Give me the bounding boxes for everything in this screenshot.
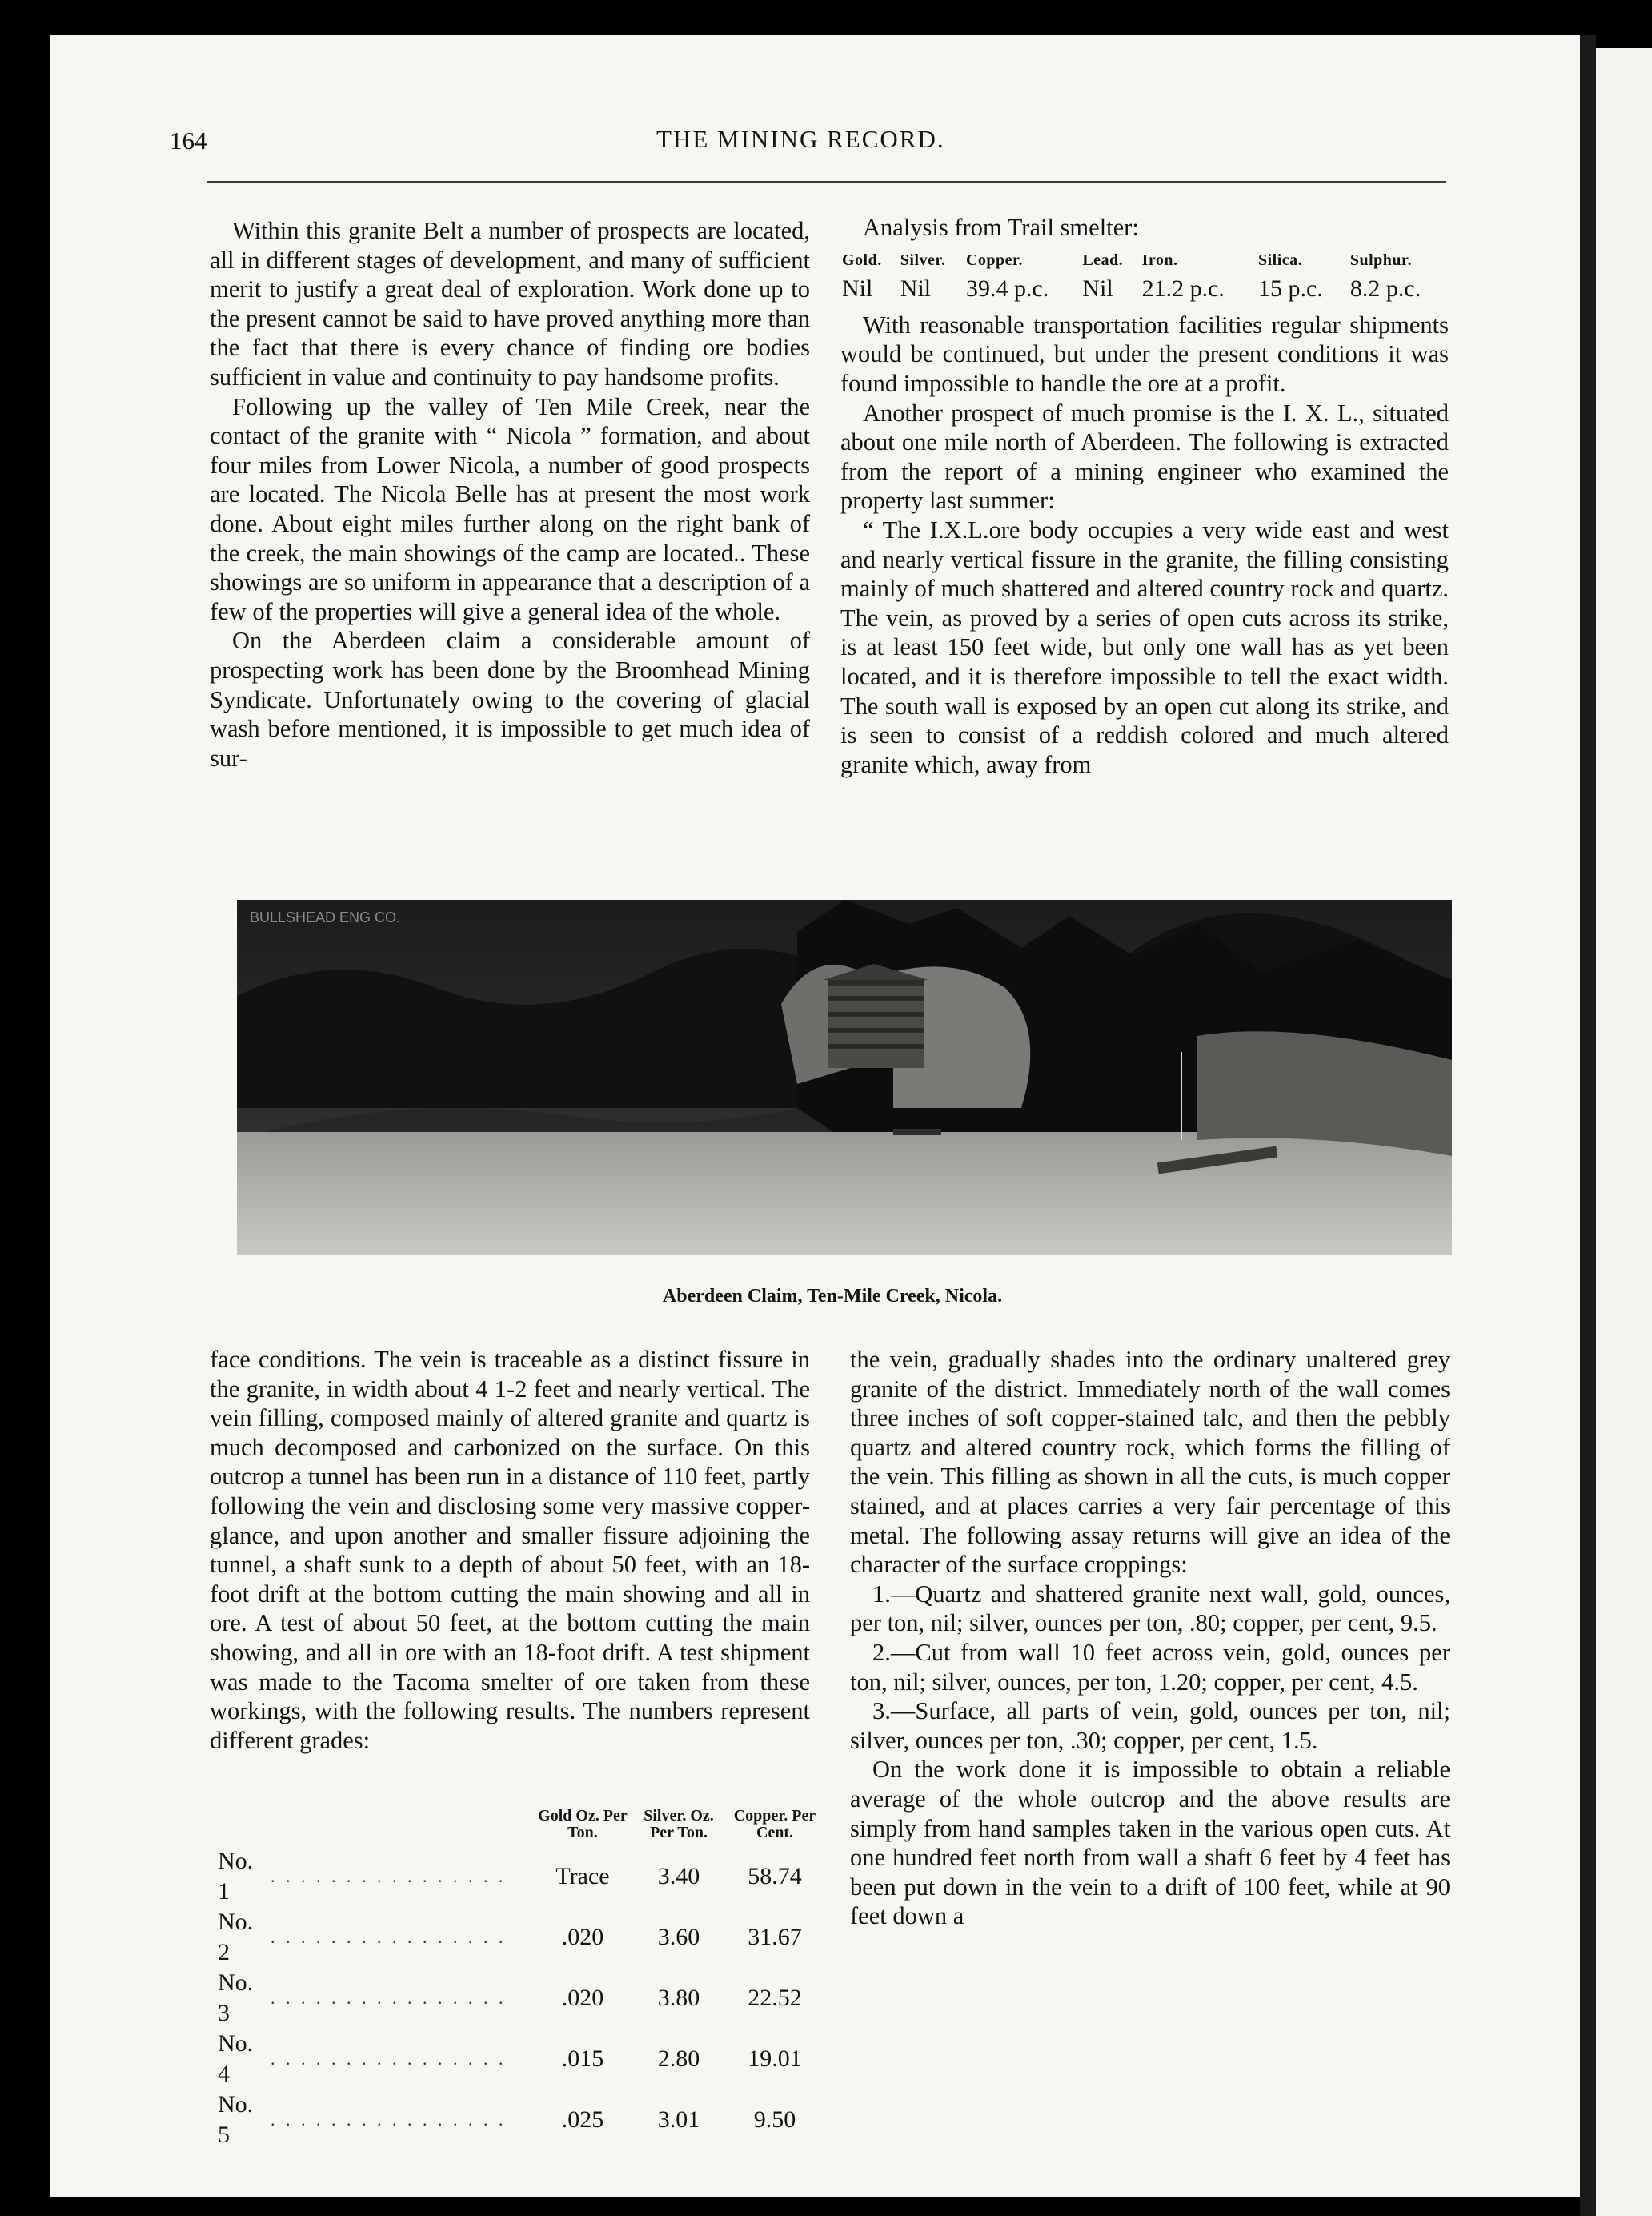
analysis-header: Gold. <box>842 251 882 269</box>
leader-dots: . . . . . . . . . . . . . . . . <box>271 1927 507 1947</box>
leader-dots: . . . . . . . . . . . . . . . . <box>271 1866 507 1886</box>
grade-label: No. 3 <box>218 1969 254 2026</box>
page-number: 164 <box>170 126 207 155</box>
analysis-header: Lead. <box>1082 251 1124 269</box>
grade-silver: 3.01 <box>657 2106 700 2133</box>
column-bottom-left <box>210 1345 810 1755</box>
analysis-value: 21.2 p.c. <box>1141 275 1225 303</box>
table-row <box>215 1846 823 1907</box>
analysis-value: Nil <box>842 275 873 303</box>
grade-silver: 3.80 <box>657 1985 700 2011</box>
paragraph: On the Aberdeen claim a considerable amount of prospecting work has been done by the Broomhead Mining Syndicate. Unfortunately owing to the covering of glacial wash before mentioned, it is impossible to get much idea of sur- <box>210 627 810 772</box>
analysis-header: Silica. <box>1257 251 1303 269</box>
column-top-left <box>210 216 810 773</box>
paragraph: Following up the valley of Ten Mile Creek, near the contact of the granite with “ Nicola ” formation, and about four miles from Lower Nicola, a number of good prospects are located. The Nicola Belle has at present the most work done. About eight miles further along on the right bank of the creek, the main showings of the camp are located.. These showings are so uniform in appearance that a description of a few of the properties will give a general idea of the whole. <box>210 392 810 625</box>
grade-gold: .025 <box>561 2106 604 2133</box>
analysis-table <box>840 246 1449 304</box>
log-cabin <box>823 964 928 1068</box>
paragraph: the vein, gradually shades into the ordinary unaltered grey granite of the district. Immediately north of the wall comes three inches of soft copper-stained talc, and then the pebbly quartz and altered country rock, which forms the filling of the vein. This filling as shown in all the cuts, is much copper stained, and at places carries a very fair percentage of this metal. The following assay returns will give an idea of the character of the surface croppings: <box>850 1346 1450 1579</box>
grade-label: No. 2 <box>218 1909 254 1965</box>
grade-silver: 3.40 <box>657 1863 700 1889</box>
analysis-heading: Analysis from Trail smelter: <box>863 214 1139 241</box>
grade-copper: 58.74 <box>748 1863 802 1889</box>
grades-header-gold: Gold Oz. Per Ton. <box>538 1807 628 1841</box>
grades-header-copper: Copper. Per Cent. <box>733 1807 816 1841</box>
analysis-value: Nil <box>1082 275 1113 303</box>
grades-header-row <box>215 1808 823 1846</box>
assay-item-2: 2.—Cut from wall 10 feet across vein, gold, ounces per ton, nil; silver, ounces, per ton, 1.20; copper, per cent, 4.5. <box>850 1638 1450 1696</box>
grade-silver: 2.80 <box>657 2045 700 2072</box>
grade-label: No. 5 <box>218 2091 254 2148</box>
analysis-header-row <box>840 246 1449 275</box>
column-bottom-right <box>850 1345 1450 1931</box>
assay-item-3: 3.—Surface, all parts of vein, gold, ounces per ton, nil; silver, ounces per ton, .30; copper, per cent, 1.5. <box>850 1697 1450 1754</box>
photo-caption: Aberdeen Claim, Ten-Mile Creek, Nicola. <box>662 1286 1003 1307</box>
paragraph: Another prospect of much promise is the I. X. L., situated about one mile north of Aberdeen. The following is extracted from the report of a mining engineer who examined the property last summer: <box>840 399 1449 515</box>
running-title: THE MINING RECORD. <box>656 125 945 153</box>
assay-grades-table <box>215 1808 823 2150</box>
assay-item-1: 1.—Quartz and shattered granite next wall, gold, ounces, per ton, nil; silver, ounces per ton, .80; copper, per cent, 9.5. <box>850 1580 1450 1637</box>
analysis-value: Nil <box>900 275 932 303</box>
paragraph: face conditions. The vein is traceable as a distinct fissure in the granite, in width about 4 1-2 feet and nearly vertical. The vein filling, composed mainly of altered granite and quartz is much decomposed and carbonized on the surface. On this outcrop a tunnel has been run in a distance of 110 feet, partly following the vein and disclosing some very massive copper-glance, and upon another and smaller fissure adjoining the tunnel, a shaft sunk to a depth of about 50 feet, with an 18-foot drift at the bottom cutting the main showing and all in ore. A test of about 50 feet, at the bottom cutting the main showing, and all in ore with an 18-foot drift. A test shipment was made to the Tacoma smelter of ore taken from these workings, with the following results. The numbers represent different grades: <box>210 1346 810 1754</box>
grade-gold: .015 <box>561 2045 604 2072</box>
leader-dots: . . . . . . . . . . . . . . . . <box>271 2049 507 2069</box>
analysis-value: 39.4 p.c. <box>965 275 1049 303</box>
table-row <box>215 1968 823 2029</box>
analysis-value: 15 p.c. <box>1257 275 1323 303</box>
engraver-stamp: BULLSHEAD ENG CO. <box>250 909 401 925</box>
grade-gold: .020 <box>561 1985 604 2011</box>
leader-dots: . . . . . . . . . . . . . . . . <box>271 1988 507 2008</box>
grade-copper: 19.01 <box>748 2045 802 2072</box>
table-row <box>215 2090 823 2150</box>
analysis-value: 8.2 p.c. <box>1349 275 1421 303</box>
grade-copper: 22.52 <box>748 1985 802 2011</box>
paragraph: On the work done it is impossible to obtain a reliable average of the whole outcrop and the above results are simply from hand samples taken in the various open cuts. At one hundred feet north from wall a shaft 6 feet by 4 feet has been put down in the vein to a drift of 100 feet, while at 90 feet down a <box>850 1756 1450 1930</box>
grade-label: No. 4 <box>218 2030 254 2087</box>
analysis-header: Iron. <box>1141 251 1178 269</box>
grade-gold: .020 <box>561 1924 604 1950</box>
photograph-aberdeen-claim <box>237 900 1452 1255</box>
analysis-header: Sulphur. <box>1349 251 1413 269</box>
analysis-header: Silver. <box>900 251 946 269</box>
table-row <box>215 2029 823 2090</box>
grade-label: No. 1 <box>218 1848 254 1905</box>
grades-header-silver: Silver. Oz. Per Ton. <box>644 1807 714 1841</box>
analysis-value-row <box>840 275 1449 304</box>
grade-copper: 9.50 <box>753 2106 796 2133</box>
column-top-right <box>840 213 1449 779</box>
leader-dots: . . . . . . . . . . . . . . . . <box>271 2110 507 2130</box>
header-rule <box>206 181 1446 183</box>
grade-gold: Trace <box>555 1863 610 1889</box>
table-row <box>215 1907 823 1968</box>
paragraph: “ The I.X.L.ore body occupies a very wide east and west and nearly vertical fissure in the granite, the filling consisting mainly of much shattered and altered country rock and quartz. The vein, as proved by a series of open cuts across its strike, is at least 150 feet wide, but only one wall has as yet been located, and it is therefore impossible to tell the exact width. The south wall is exposed by an open cut along its strike, and is seen to consist of a reddish colored and much altered granite which, away from <box>840 516 1449 778</box>
paragraph: Within this granite Belt a number of prospects are located, all in different stages of development, and many of sufficient merit to justify a great deal of exploration. Work done up to the present cannot be said to have proved anything more than the fact that there is every chance of finding ore bodies sufficient in value and continuity to pay handsome profits. <box>210 217 810 391</box>
analysis-header: Copper. <box>965 251 1024 269</box>
grade-silver: 3.60 <box>657 1924 700 1950</box>
gutter-shadow <box>1580 35 1596 2216</box>
paragraph: With reasonable transportation facilities regular shipments would be continued, but under the present conditions it was found impossible to handle the ore at a profit. <box>840 311 1449 397</box>
grade-copper: 31.67 <box>748 1924 802 1950</box>
next-page-edge <box>1596 48 1652 2216</box>
